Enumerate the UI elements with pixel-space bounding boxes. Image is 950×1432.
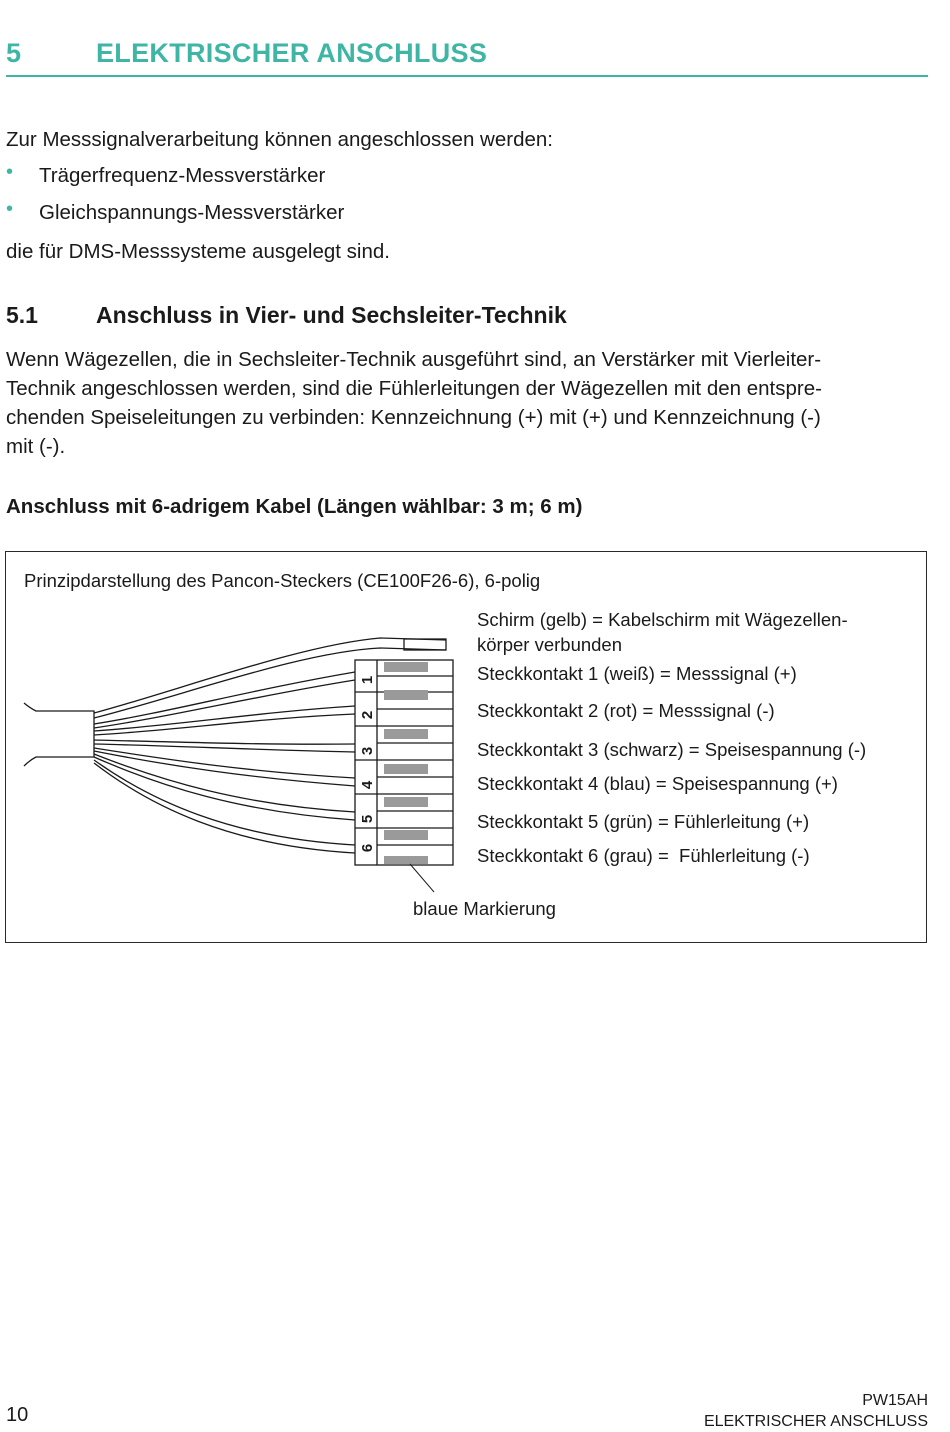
intro-bullet-1: Trägerfrequenz-Messverstärker — [39, 164, 326, 187]
figure-caption: Prinzipdarstellung des Pancon-Steckers (CE100F26-6), 6-polig — [24, 570, 541, 591]
footer-chapter: ELEKTRISCHER ANSCHLUSS — [703, 1413, 928, 1430]
intro-tail: die für DMS-Messsysteme ausgelegt sind. — [6, 240, 390, 263]
contact-label-1: Steckkontakt 1 (weiß) = Messsignal (+) — [477, 663, 797, 684]
section-body-line: Technik angeschlossen werden, sind die Fühlerleitungen der Wägezellen mit den entspre- — [6, 377, 822, 400]
wire-6 — [94, 763, 355, 853]
section-body-line: chenden Speiseleitungen zu verbinden: Kennzeichnung (+) mit (+) und Kennzeichnung (-) — [6, 406, 821, 429]
section-body-line: Wenn Wägezellen, die in Sechsleiter-Technik ausgeführt sind, an Verstärker mit Vierleiter- — [6, 348, 822, 371]
contact-label-2: Steckkontakt 2 (rot) = Messsignal (-) — [477, 700, 775, 721]
chapter-title: ELEKTRISCHER ANSCHLUSS — [96, 38, 488, 68]
pin-contact — [384, 830, 428, 840]
pin-contact — [384, 662, 428, 672]
chapter-number: 5 — [6, 38, 22, 68]
cable-subheading: Anschluss mit 6-adrigem Kabel (Längen wählbar: 3 m; 6 m) — [6, 495, 583, 518]
pin-contact — [384, 690, 428, 700]
bullet-icon: • — [6, 161, 14, 183]
contact-label-6: Steckkontakt 6 (grau) = Fühlerleitung (-) — [477, 845, 810, 866]
marker-leader-line — [410, 864, 434, 892]
pin-number-4: 4 — [359, 780, 376, 790]
wire-1 — [94, 680, 355, 728]
footer-info — [704, 1390, 928, 1432]
shield-label-line-1: Schirm (gelb) = Kabelschirm mit Wägezellen- — [477, 609, 848, 630]
pin-number-6: 6 — [359, 843, 376, 853]
pin-number-3: 3 — [359, 746, 376, 756]
blue-marking-label: blaue Markierung — [413, 898, 556, 919]
intro-bullet-2: Gleichspannungs-Messverstärker — [39, 201, 345, 224]
section-body-line: mit (-). — [6, 435, 66, 458]
contact-label-3: Steckkontakt 3 (schwarz) = Speisespannung (-) — [477, 739, 867, 760]
pin-number-2: 2 — [359, 710, 376, 720]
section-number: 5.1 — [6, 302, 38, 328]
contact-label-4: Steckkontakt 4 (blau) = Speisespannung (+) — [477, 773, 838, 794]
section-title: Anschluss in Vier- und Sechsleiter-Technik — [96, 302, 567, 328]
wire-2 — [94, 706, 355, 731]
pin-contact — [384, 797, 428, 807]
footer-product: PW15AH — [862, 1392, 928, 1409]
wire-3 — [94, 744, 355, 752]
pin-number-1: 1 — [359, 675, 376, 685]
cable-jacket-top — [24, 703, 94, 766]
contact-label-5: Steckkontakt 5 (grün) = Fühlerleitung (+) — [477, 811, 810, 832]
page-number: 10 — [6, 1404, 29, 1426]
wire-3 — [94, 740, 355, 744]
shield-label-line-2: körper verbunden — [477, 634, 623, 655]
pin-number-5: 5 — [359, 814, 376, 824]
bullet-icon: • — [6, 198, 14, 220]
pin-contact — [384, 764, 428, 774]
intro-lead: Zur Messsignalverarbeitung können angeschlossen werden: — [6, 128, 553, 151]
pin-contact — [384, 856, 428, 864]
pin-contact — [384, 729, 428, 739]
